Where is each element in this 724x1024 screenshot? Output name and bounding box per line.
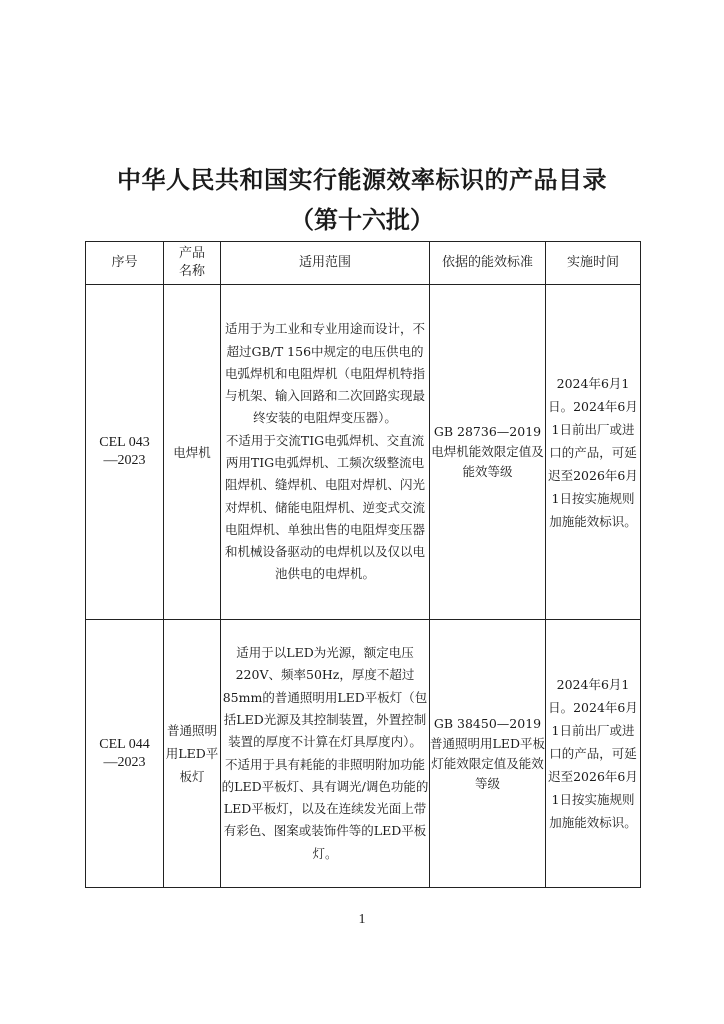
header-scope: 适用范围 xyxy=(221,242,430,285)
product-catalog-table xyxy=(85,241,641,888)
table-row xyxy=(86,285,641,620)
standard-cell: GB 38450—2019 普通照明用LED平板灯能效限定值及能效等级 xyxy=(430,620,546,888)
header-name xyxy=(164,242,221,285)
implementation-date: 2024年6月1日。2024年6月1日前出厂或进口的产品，可延迟至2026年6月1日按实施规则加施能效标识。 xyxy=(546,285,641,620)
header-standard: 依据的能效标准 xyxy=(430,242,546,285)
document-title: 中华人民共和国实行能源效率标识的产品目录 xyxy=(117,165,607,194)
page-number: 1 xyxy=(358,912,366,927)
row-number xyxy=(86,285,164,620)
standard-cell: GB 28736—2019 电焊机能效限定值及能效等级 xyxy=(430,285,546,620)
header-name-text: 产品名称 xyxy=(178,246,205,279)
scope-excluded: 不适用于具有耗能的非照明附加功能的LED平板灯、具有调光/调色功能的LED平板灯，以及在连续发光面上带有彩色、图案或装饰件等的LED平板灯。 xyxy=(221,756,429,861)
scope-applicable: 适用于以LED为光源，额定电压220V、频率50Hz，厚度不超过85mm的普通照明用LED平板灯（包括LED光源及其控制装置，外置控制装置的厚度不计算在灯具厚度内）。 xyxy=(222,645,428,750)
header-no: 序号 xyxy=(86,242,164,285)
product-name: 普通照明用LED平板灯 xyxy=(164,620,221,888)
table-header-row xyxy=(86,242,641,285)
implementation-date: 2024年6月1日。2024年6月1日前出厂或进口的产品，可延迟至2026年6月1日按实施规则加施能效标识。 xyxy=(546,620,641,888)
row-number-text: CEL 044—2023 xyxy=(99,736,150,770)
row-number-text: CEL 043—2023 xyxy=(99,435,150,468)
scope-cell xyxy=(221,620,430,888)
header-date: 实施时间 xyxy=(546,242,641,285)
document-subtitle: （第十六批） xyxy=(290,205,434,234)
product-name: 电焊机 xyxy=(164,285,221,620)
table-row xyxy=(86,620,641,888)
row-number xyxy=(86,620,164,888)
scope-cell xyxy=(221,285,430,620)
scope-applicable: 适用于为工业和专业用途而设计，不超过GB/T 156中规定的电压供电的电弧焊机和电阻焊机（电阻焊机特指与机架、输入回路和二次回路实现最终安装的电阻焊变压器）。 xyxy=(224,321,425,426)
scope-excluded: 不适用于交流TIG电弧焊机、交直流两用TIG电弧焊机、工频次级整流电阻焊机、缝焊机、电阻对焊机、闪光对焊机、储能电阻焊机、逆变式交流电阻焊机、单独出售的电阻焊变压器和机械设备驱动的电焊机以及仅以电池供电的电焊机。 xyxy=(224,432,425,582)
